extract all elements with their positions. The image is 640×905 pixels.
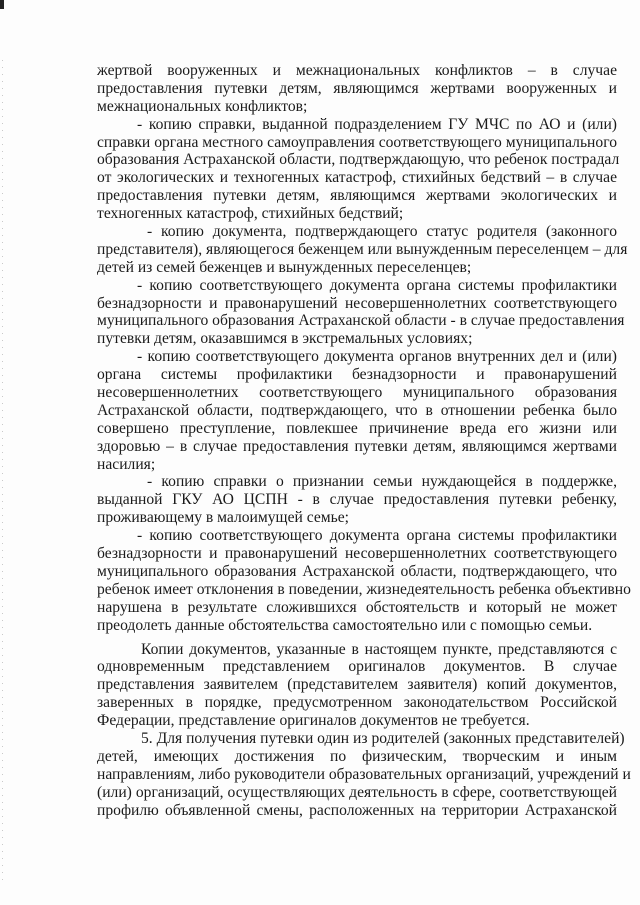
text-line: проживающему в малоимущей семье; xyxy=(97,509,349,527)
text-line: представления заявителем (представителем заявителя) копий документов, xyxy=(97,676,617,694)
text-line: ребенок имеет отклонения в поведении, жизнедеятельность ребенка объективно xyxy=(97,580,631,598)
text-line: профилю объявленной смены, расположенных на территории Астраханской xyxy=(97,801,617,819)
text-line: муниципального образования Астраханской области, подтверждающего, что xyxy=(97,562,617,580)
text-line: детей из семей беженцев и вынужденных переселенцев; xyxy=(97,258,472,276)
text-line: - копию документа, подтверждающего статус родителя (законного xyxy=(147,223,617,241)
text-line: совершено преступление, повлекшее причинение вреда его жизни или xyxy=(97,419,617,437)
text-line: Федерации, представление оригиналов документов не требуется. xyxy=(97,712,530,730)
text-line: справки органа местного самоуправления соответствующего муниципального xyxy=(97,133,617,151)
text-line: Копии документов, указанные в настоящем пункте, представляются с xyxy=(141,640,617,658)
text-line: - копию справки о признании семьи нуждающейся в поддержке, xyxy=(147,473,617,491)
text-line: Астраханской области, подтверждающего, что в отношении ребенка было xyxy=(97,401,617,419)
text-line: насилия; xyxy=(97,455,156,473)
text-line: путевки детям, оказавшимся в экстремальных условиях; xyxy=(97,330,473,348)
text-line: заверенных в порядке, предусмотренном законодательством Российской xyxy=(97,694,617,712)
text-line: межнациональных конфликтов; xyxy=(97,97,308,115)
text-line: - копию соответствующего документа органа системы профилактики xyxy=(137,527,617,545)
text-line: органа системы профилактики безнадзорности и правонарушений xyxy=(97,366,617,384)
text-line: муниципального образования Астраханской области - в случае предоставления xyxy=(97,312,625,330)
text-line: несовершеннолетних соответствующего муниципального образования xyxy=(97,384,617,402)
text-line: жертвой вооруженных и межнациональных конфликтов – в случае xyxy=(97,62,617,79)
scan-edge-artifact xyxy=(2,60,3,880)
document-body xyxy=(97,62,631,819)
text-line: 5. Для получения путевки один из родителей (законных представителей) xyxy=(141,729,625,747)
text-line: безнадзорности и правонарушений несовершеннолетних соответствующего xyxy=(97,545,617,563)
text-line: (или) организаций, осуществляющих деятельность в сфере, соответствующей xyxy=(97,783,617,801)
scan-corner-mark xyxy=(0,0,4,9)
text-line: выданной ГКУ АО ЦСПН - в случае предоставления путевки ребенку, xyxy=(97,491,617,509)
text-line: одновременным представлением оригиналов документов. В случае xyxy=(97,658,617,676)
text-line: предоставления путевки детям, являющимся жертвами вооруженных и xyxy=(97,79,617,97)
text-line: - копию соответствующего документа органа системы профилактики xyxy=(137,276,617,294)
text-line: от экологических и техногенных катастроф, стихийных бедствий – в случае xyxy=(97,169,617,187)
text-line: представителя), являющегося беженцем или вынужденным переселенцем – для xyxy=(97,240,628,258)
text-line: нарушена в результате сложившихся обстоятельств и который не может xyxy=(97,598,617,616)
text-line: предоставления путевки детям, являющимся жертвами экологических и xyxy=(97,187,617,205)
text-line: безнадзорности и правонарушений несовершеннолетних соответствующего xyxy=(97,294,617,312)
text-line: преодолеть данные обстоятельства самостоятельно или с помощью семьи. xyxy=(97,616,593,634)
text-line: образования Астраханской области, подтверждающую, что ребенок пострадал xyxy=(97,151,620,169)
text-line: здоровью – в случае предоставления путевки детям, являющимся жертвами xyxy=(97,437,617,455)
text-line: техногенных катастроф, стихийных бедствий; xyxy=(97,205,404,223)
text-line: - копию справки, выданной подразделением ГУ МЧС по АО и (или) xyxy=(137,115,617,133)
text-line: направлениям, либо руководители образовательных организаций, учреждений и xyxy=(97,765,631,783)
text-line: - копию соответствующего документа органов внутренних дел и (или) xyxy=(137,348,617,366)
text-line: детей, имеющих достижения по физическим, творческим и иным xyxy=(97,747,617,765)
